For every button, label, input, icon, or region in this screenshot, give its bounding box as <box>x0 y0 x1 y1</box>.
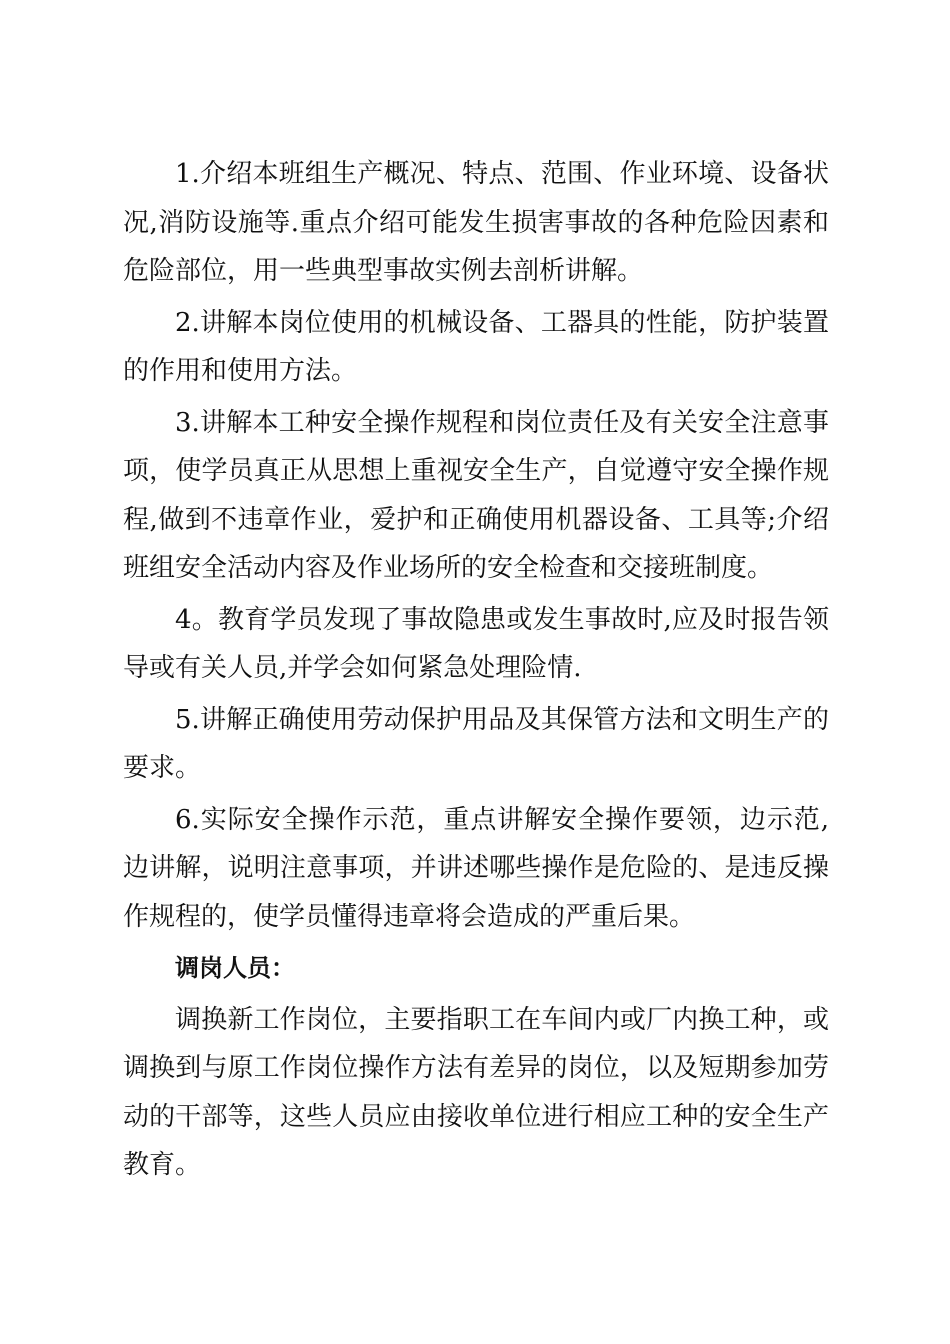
paragraph-item-3: 3.讲解本工种安全操作规程和岗位责任及有关安全注意事项，使学员真正从思想上重视安全生产，自觉遵守安全操作规程,做到不违章作业，爱护和正确使用机器设备、工具等;介绍班组安全活动内容及作业场所的安全检查和交接班制度。 <box>123 407 829 583</box>
paragraph-item-6: 6.实际安全操作示范，重点讲解安全操作要领，边示范,边讲解，说明注意事项，并讲述哪些操作是危险的、是违反操作规程的，使学员懂得违章将会造成的严重后果。 <box>123 804 829 932</box>
document-body <box>123 150 829 1193</box>
paragraph-item-1: 1.介绍本班组生产概况、特点、范围、作业环境、设备状况,消防设施等.重点介绍可能发生损害事故的各种危险因素和危险部位，用一些典型事故实例去剖析讲解。 <box>123 159 829 286</box>
paragraph-item-5: 5.讲解正确使用劳动保护用品及其保管方法和文明生产的要求。 <box>123 704 829 783</box>
section-heading-transfer-staff: 调岗人员： <box>175 954 295 982</box>
paragraph-item-2: 2.讲解本岗位使用的机械设备、工器具的性能，防护装置的作用和使用方法。 <box>123 307 829 386</box>
paragraph-item-4: 4。教育学员发现了事故隐患或发生事故时,应及时报告领导或有关人员,并学会如何紧急处理险情. <box>123 604 829 683</box>
closing-paragraph: 调换新工作岗位，主要指职工在车间内或厂内换工种，或调换到与原工作岗位操作方法有差异的岗位，以及短期参加劳动的干部等，这些人员应由接收单位进行相应工种的安全生产教育。 <box>123 1004 829 1180</box>
